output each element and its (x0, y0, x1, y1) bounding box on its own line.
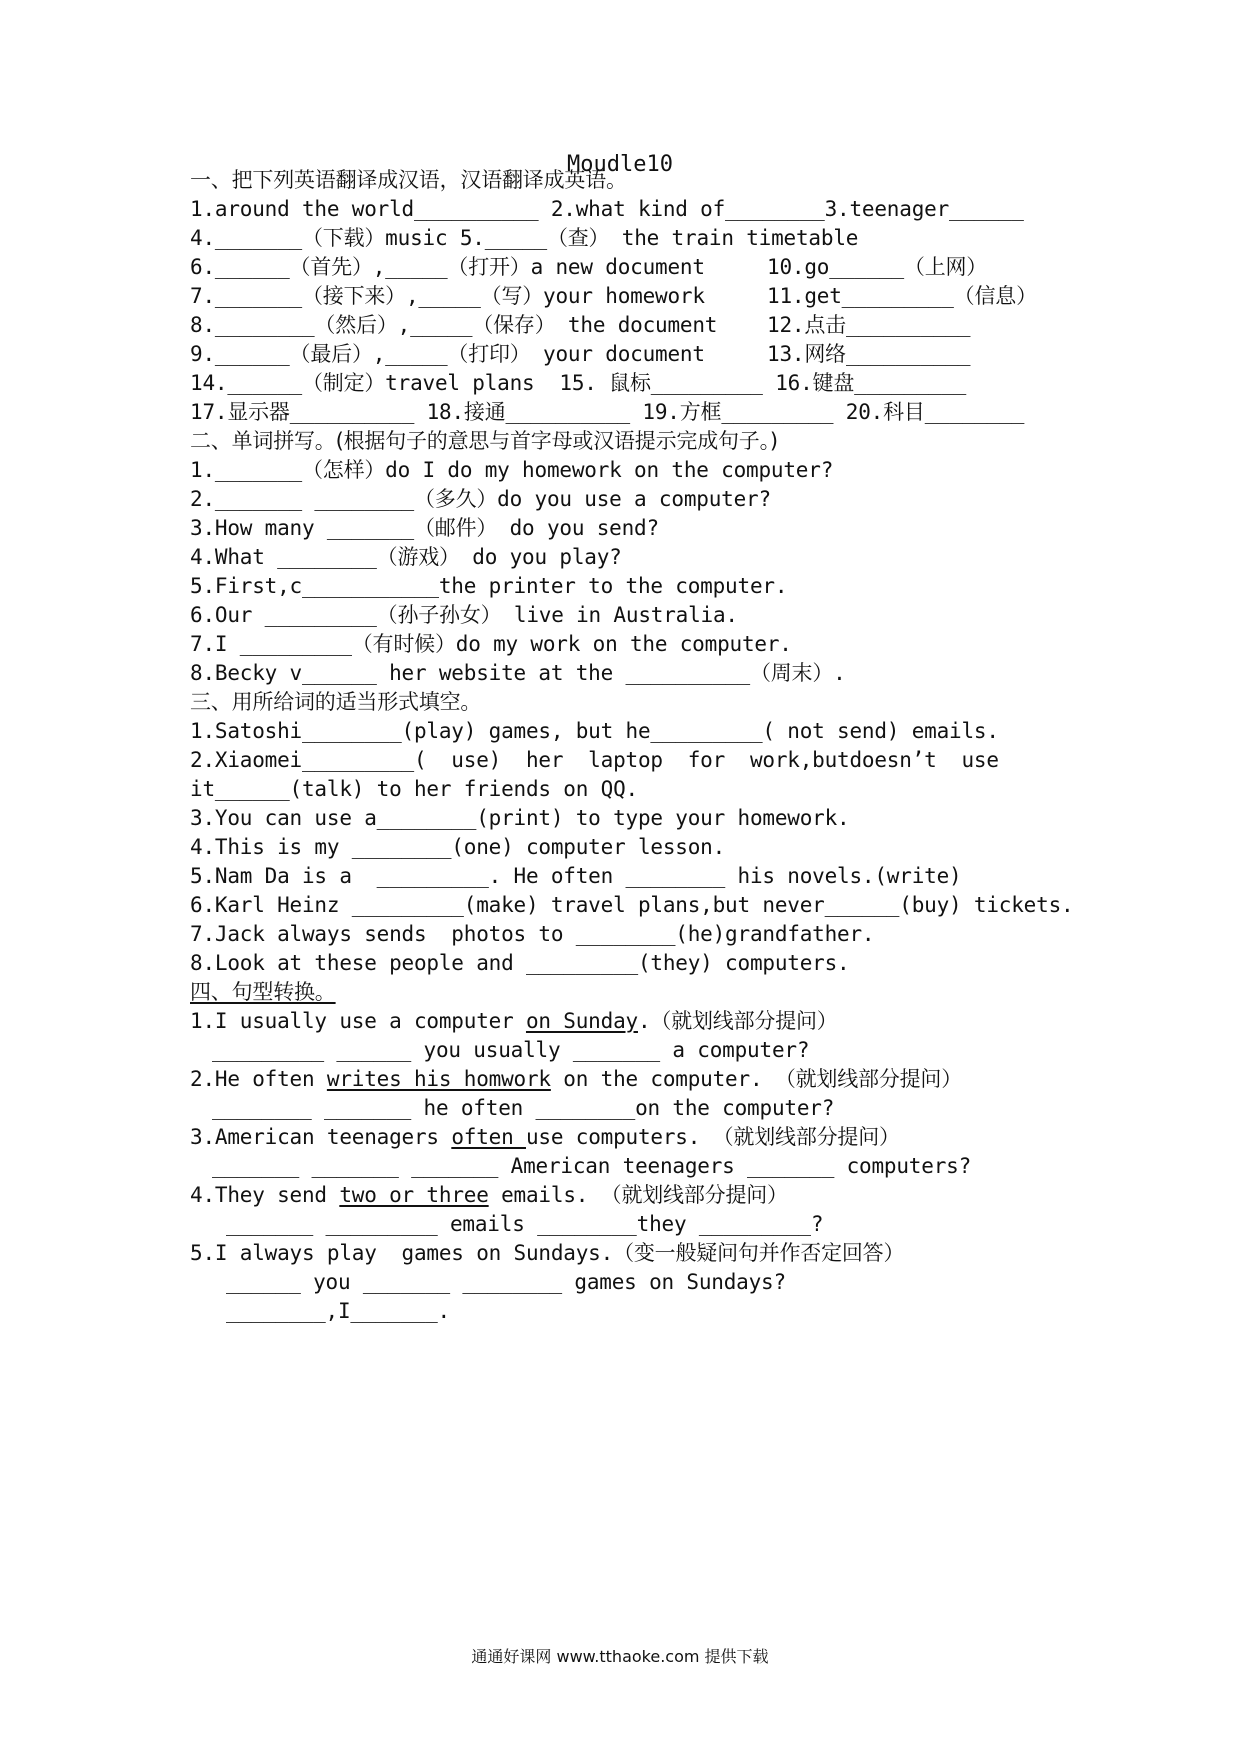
footer-text: 通通好课网 www.tthaoke.com 提供下载 (471, 1647, 769, 1666)
question-text: 4.They send (190, 1183, 340, 1207)
section4-answer: _______ _________ emails ________they _________? (226, 1212, 824, 1236)
section1-line: 17.显示器__________ 18.接通__________ 19.方框_________ 20.科目________ (190, 400, 1025, 424)
section4-answer: ________,I_______. (226, 1299, 450, 1323)
section4-answer: _________ ______ you usually _______ a computer? (212, 1038, 810, 1062)
section4-answer: ________ _______ he often ________on the computer? (212, 1096, 835, 1120)
section2-line: 7.I _________（有时候）do my work on the computer. (190, 632, 792, 656)
underlined-part: two or three (339, 1183, 489, 1207)
section3-line: 3.You can use a________(print) to type your homework. (190, 806, 850, 830)
section2-heading: 二、单词拼写。(根据句子的意思与首字母或汉语提示完成句子。) (190, 429, 778, 453)
section3-heading: 三、用所给词的适当形式填空。 (190, 690, 482, 714)
section2-line: 2._______ ________（多久）do you use a computer? (190, 487, 771, 511)
section2-line: 8.Becky v______ her website at the __________（周末）. (190, 661, 846, 685)
section1-line: 8.________（然后）,_____（保存） the document 12.点击__________ (190, 313, 971, 337)
section4-question (190, 1063, 1070, 1095)
section4-question (190, 1179, 1070, 1211)
section4-answer: ______ you _______ ________ games on Sundays? (226, 1270, 786, 1294)
section2-line: 1._______（怎样）do I do my homework on the computer? (190, 458, 834, 482)
section2-line: 3.How many _______（邮件） do you send? (190, 516, 659, 540)
section1-line: 7._______（接下来）,_____（写）your homework 11.get_________（信息） (190, 284, 1037, 308)
underlined-part: often (451, 1125, 526, 1149)
question-text: 3.American teenagers (190, 1125, 452, 1149)
section4-question (190, 1005, 1070, 1037)
question-instruction: on the computer. （就划线部分提问） (550, 1067, 963, 1091)
section3-line: 4.This is my ________(one) computer lesson. (190, 835, 726, 859)
page-title: Moudle10 (567, 152, 673, 177)
section3-line: it______(talk) to her friends on QQ. (190, 777, 638, 801)
question-instruction: use computers. （就划线部分提问） (525, 1125, 900, 1149)
section2-line: 6.Our _________（孙子孙女） live in Australia. (190, 603, 738, 627)
section4-question (190, 1121, 1070, 1153)
question-instruction: emails. （就划线部分提问） (488, 1183, 788, 1207)
section1-line: 9.______（最后）,_____（打印） your document 13.网络__________ (190, 342, 971, 366)
question-text: 2.He often (190, 1067, 327, 1091)
section3-line: 1.Satoshi________(play) games, but he_________( not send) emails. (190, 719, 999, 743)
underlined-part: writes his homwork (326, 1067, 551, 1091)
section2-line: 5.First,c___________the printer to the computer. (190, 574, 788, 598)
section3-line: 8.Look at these people and _________(they) computers. (190, 951, 850, 975)
section4-question: 5.I always play games on Sundays.（变一般疑问句并作否定回答） (190, 1241, 905, 1265)
section2-line: 4.What ________（游戏） do you play? (190, 545, 622, 569)
section3-line: 6.Karl Heinz _________(make) travel plans,but never______(buy) tickets. (190, 893, 1074, 917)
section1-line: 4._______（下载）music 5._____（查） the train timetable (190, 226, 859, 250)
underlined-part: on Sunday (525, 1009, 638, 1033)
section1-line: 14.______（制定）travel plans 15. 鼠标_________ 16.键盘_________ (190, 371, 967, 395)
section1-line: 1.around the world__________ 2.what kind of________3.teenager______ (190, 197, 1024, 221)
section4-heading: 四、句型转换。 (190, 980, 336, 1004)
question-instruction: .（就划线部分提问） (637, 1009, 838, 1033)
section3-line: 2.Xiaomei_________( use) her laptop for work,butdoesn’t use (190, 748, 999, 772)
section3-line: 7.Jack always sends photos to ________(he)grandfather. (190, 922, 875, 946)
section1-heading: 一、把下列英语翻译成汉语，汉语翻译成英语。 (190, 168, 627, 192)
section4-answer: _______ _______ _______ American teenagers _______ computers? (212, 1154, 972, 1178)
section1-line: 6.______（首先）,_____（打开）a new document 10.go______（上网） (190, 255, 988, 279)
question-text: 1.I usually use a computer (190, 1009, 526, 1033)
section3-line: 5.Nam Da is a _________. He often ________ his novels.(write) (190, 864, 962, 888)
